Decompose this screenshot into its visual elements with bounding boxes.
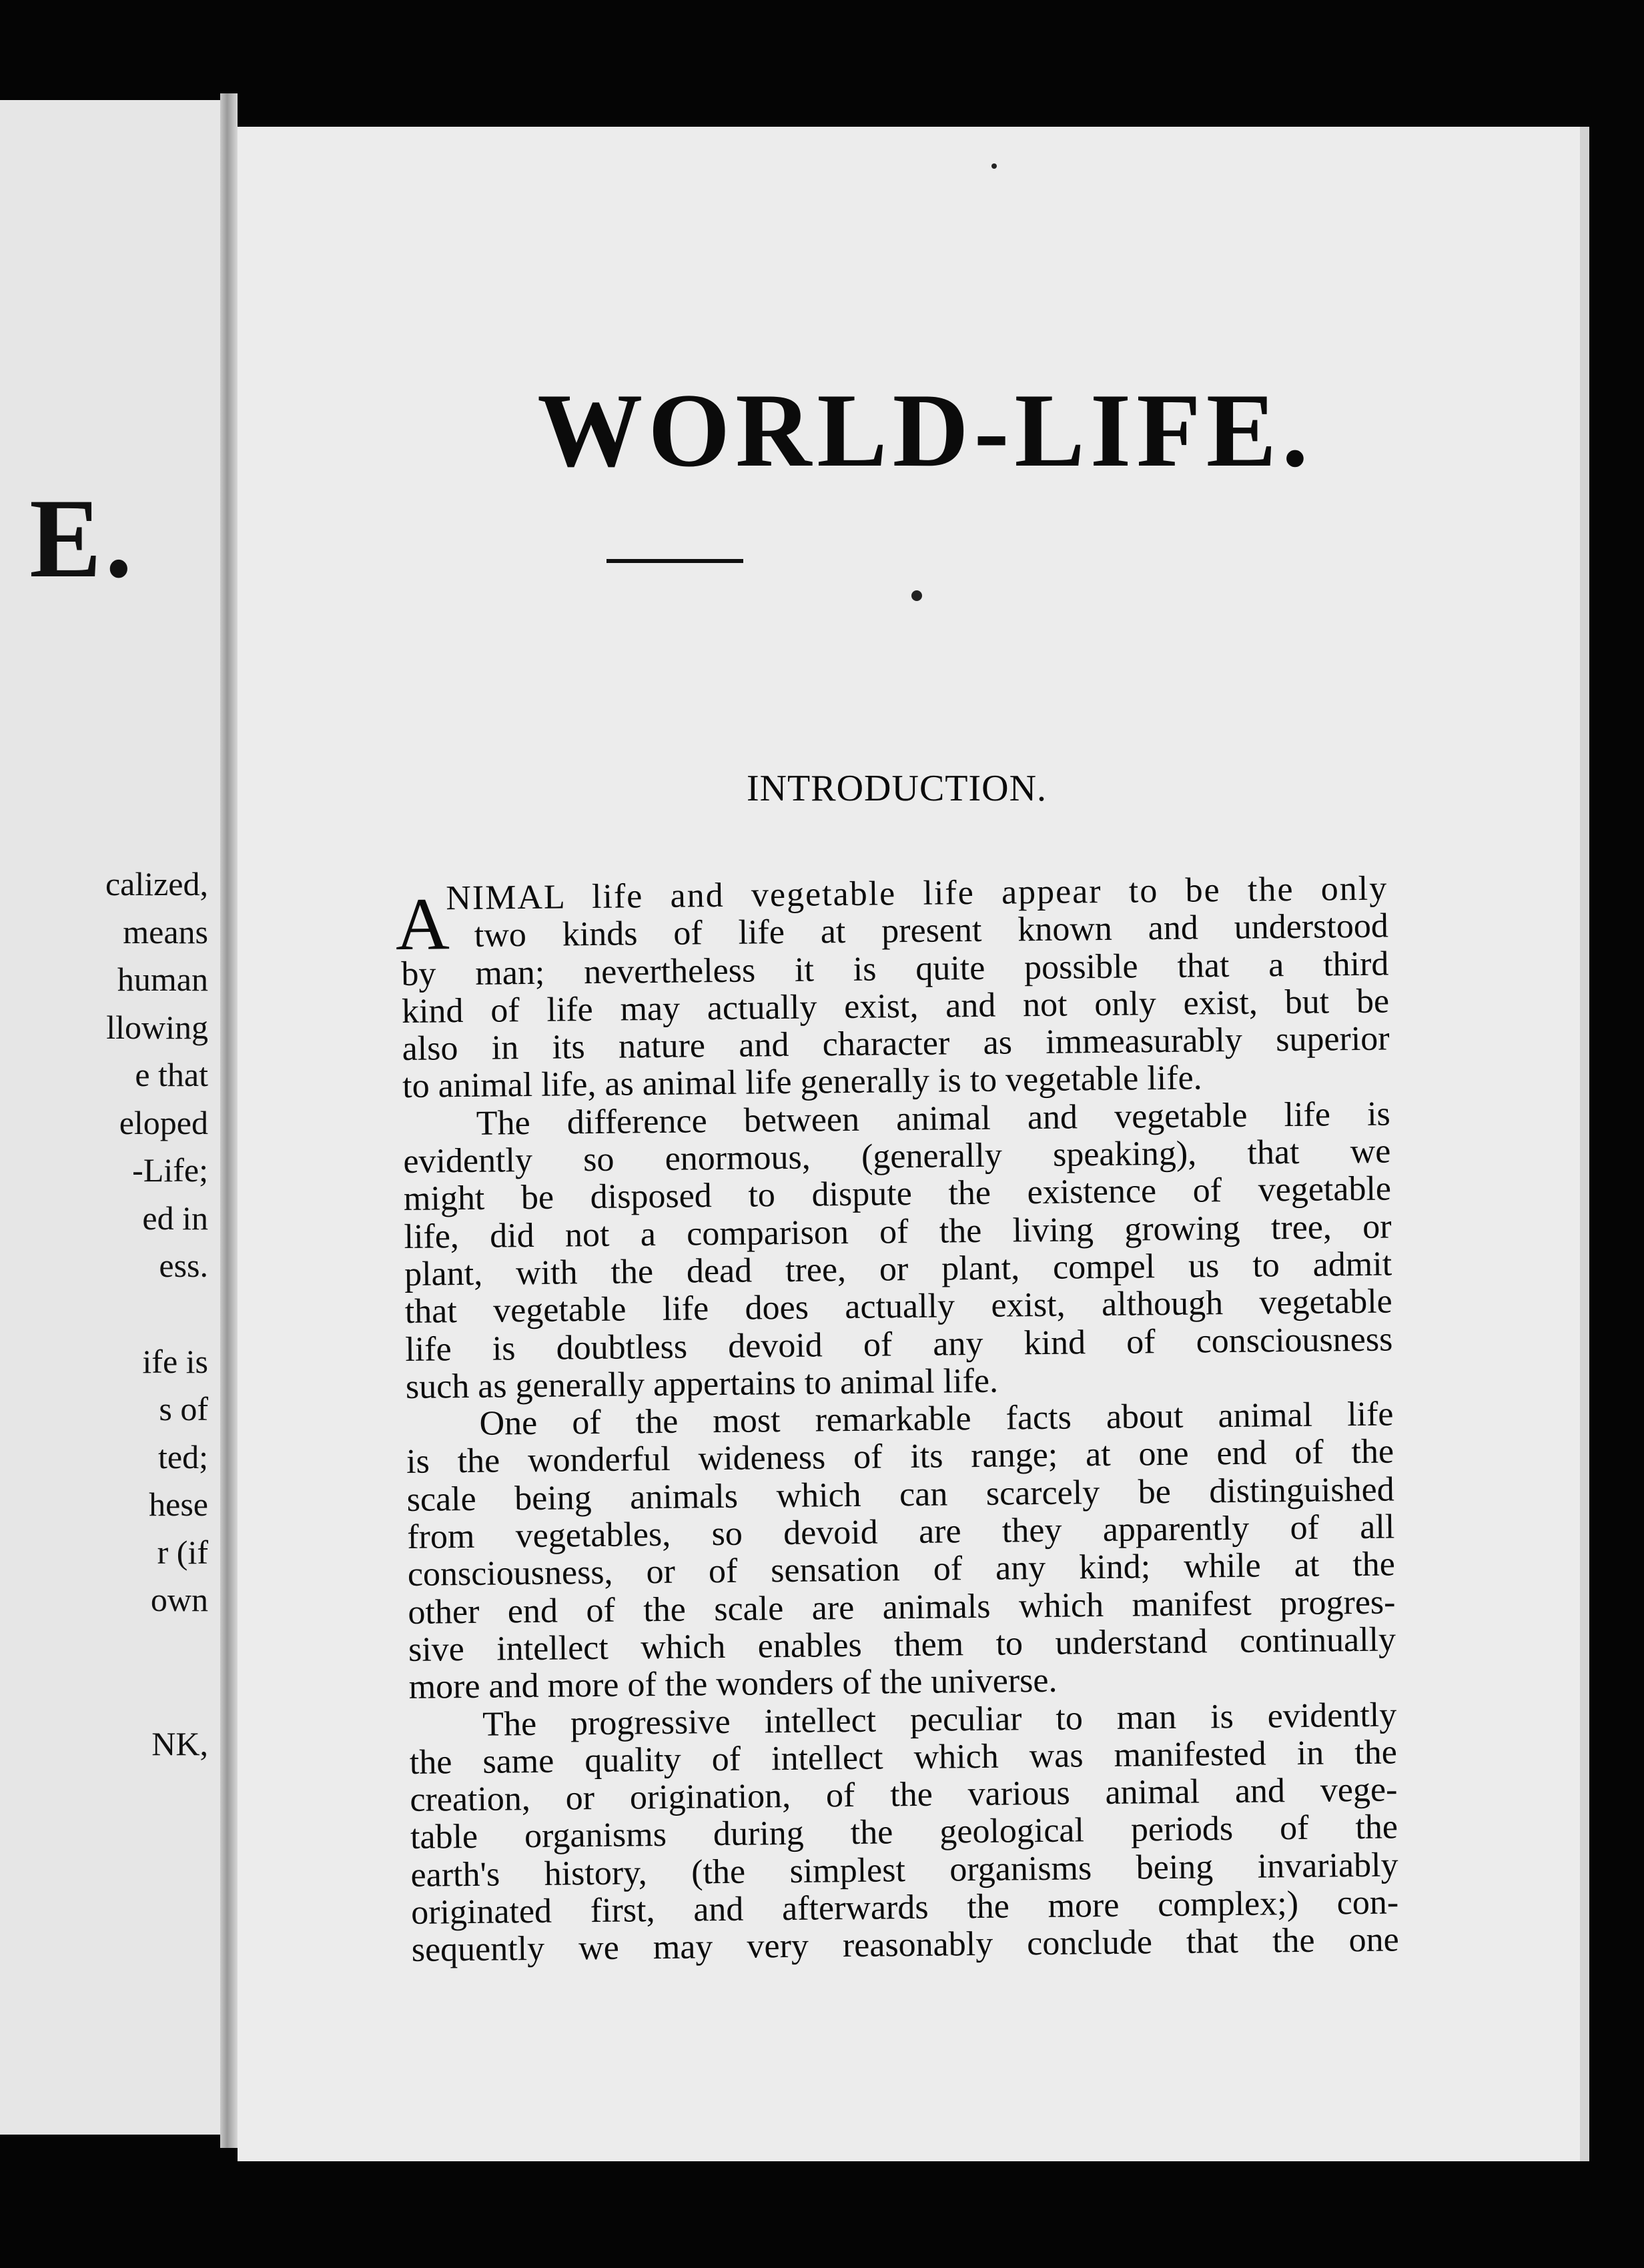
left-line: e that	[135, 1056, 208, 1093]
text-line: sive intellect which enables them to understand continually	[408, 1620, 1396, 1669]
text-line: life is doubtless devoid of any kind of consciousness	[405, 1320, 1393, 1369]
left-line: ife is	[142, 1342, 208, 1380]
ink-speck	[991, 163, 997, 169]
left-line: eloped	[119, 1103, 208, 1141]
page-title: WORLD-LIFE.	[537, 372, 1314, 489]
left-line: ed in	[142, 1199, 208, 1237]
text-line: evidently so enormous, (generally speaking), that we	[403, 1132, 1391, 1181]
text-line: might be disposed to dispute the existence of vegetable	[403, 1169, 1392, 1219]
text-line: two kinds of life at present known and understood	[474, 907, 1389, 955]
left-line: -Life;	[132, 1151, 208, 1189]
text-line: that vegetable life does actually exist, although vegetable	[404, 1282, 1392, 1331]
body-text	[395, 869, 1400, 1970]
left-line-blank	[8, 1672, 208, 1720]
section-heading: INTRODUCTION.	[746, 768, 1048, 809]
left-line-blank	[8, 1624, 208, 1672]
text-line: originated first, and afterwards the more complex;) con-	[410, 1883, 1399, 1932]
paragraph-3	[406, 1396, 1396, 1707]
left-line: means	[123, 913, 208, 951]
text-line: kind of life may actually exist, and not only exist, but be	[401, 982, 1390, 1031]
left-line: NK,	[151, 1724, 208, 1762]
left-line: human	[117, 961, 208, 998]
text-line: by man; nevertheless it is quite possible that a third	[401, 945, 1389, 993]
text-line: table organisms during the geological periods of the	[410, 1808, 1398, 1857]
left-line: ted;	[158, 1438, 208, 1476]
text-line: other end of the scale are animals which manifest progres-	[408, 1583, 1396, 1632]
paragraph-2	[403, 1095, 1394, 1406]
text-line: earth's history, (the simplest organisms being invariably	[410, 1846, 1398, 1894]
paragraph-4	[409, 1696, 1399, 1970]
text-line: is the wonderful wideness of its range; at one end of the	[406, 1432, 1394, 1482]
text-line: creation, or origination, of the various animal and vege-	[410, 1770, 1398, 1820]
text-line: such as generally appertains to animal life.	[405, 1361, 999, 1406]
left-line: llowing	[106, 1008, 208, 1046]
text-line: NIMAL life and vegetable life appear to be the only	[445, 869, 1388, 918]
left-line: hese	[149, 1486, 208, 1523]
paragraph-1	[395, 869, 1390, 1106]
text-line: plant, with the dead tree, or plant, compel us to admit	[404, 1245, 1392, 1293]
text-line: to animal life, as animal life generally is to vegetable life.	[402, 1059, 1202, 1106]
text-line: The difference between animal and vegetable life is	[476, 1095, 1391, 1143]
left-line: own	[150, 1581, 208, 1618]
text-line: life, did not a comparison of the living growing tree, or	[404, 1207, 1392, 1256]
left-line: calized,	[105, 865, 208, 903]
text-line: from vegetables, so devoid are they apparently of all	[407, 1508, 1395, 1556]
ink-speck	[911, 590, 922, 601]
left-page-heading-fragment: E.	[29, 476, 136, 601]
left-line: s of	[159, 1390, 208, 1428]
text-line: One of the most remarkable facts about animal life	[479, 1395, 1394, 1443]
text-line: more and more of the wonders of the universe.	[408, 1661, 1058, 1707]
text-line: consciousness, or of sensation of any kind; while at the	[407, 1545, 1396, 1594]
left-line: r (if	[157, 1533, 208, 1571]
text-line: The progressive intellect peculiar to man is evidently	[482, 1695, 1397, 1744]
text-line: the same quality of intellect which was manifested in the	[409, 1733, 1398, 1782]
text-line: sequently we may very reasonably conclude that the one	[411, 1920, 1400, 1970]
left-line: ess.	[159, 1247, 208, 1284]
left-line-blank	[8, 1290, 208, 1338]
title-rule	[606, 559, 743, 563]
text-line: also in its nature and character as immeasurably superior	[402, 1019, 1390, 1069]
drop-cap: A	[395, 883, 450, 967]
left-page-text-fragments	[8, 861, 208, 1768]
text-line: scale being animals which can scarcely be distinguished	[406, 1470, 1394, 1519]
